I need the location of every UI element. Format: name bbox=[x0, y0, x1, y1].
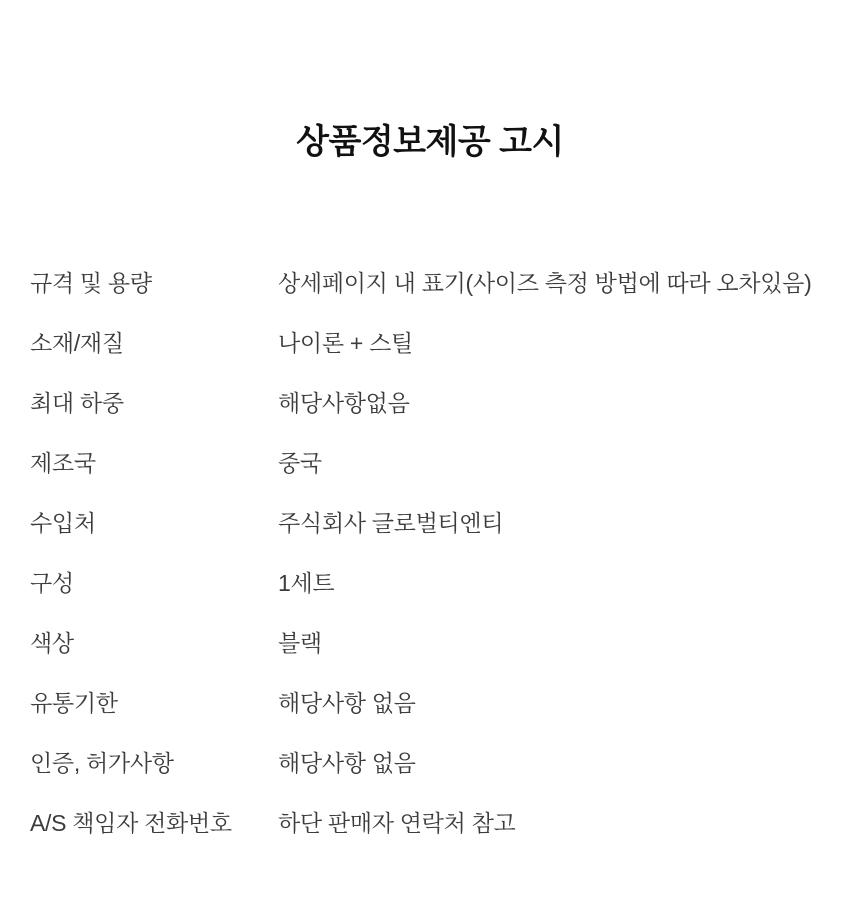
row-value-spec-capacity: 상세페이지 내 표기(사이즈 측정 방법에 따라 오차있음) bbox=[278, 269, 812, 296]
row-label-max-load: 최대 하중 bbox=[30, 389, 124, 416]
page-title: 상품정보제공 고시 bbox=[296, 123, 564, 161]
row-label-color: 색상 bbox=[30, 629, 74, 656]
table-row bbox=[0, 311, 860, 371]
row-value-importer: 주식회사 글로벌티엔티 bbox=[278, 509, 504, 536]
product-info-table bbox=[0, 251, 860, 851]
table-row bbox=[0, 371, 860, 431]
row-label-spec-capacity: 규격 및 용량 bbox=[30, 269, 152, 296]
row-label-importer: 수입처 bbox=[30, 509, 96, 536]
table-row bbox=[0, 251, 860, 311]
table-row bbox=[0, 551, 860, 611]
table-row bbox=[0, 671, 860, 731]
table-row bbox=[0, 431, 860, 491]
row-label-certification: 인증, 허가사항 bbox=[30, 749, 174, 776]
table-row bbox=[0, 611, 860, 671]
row-value-composition: 1세트 bbox=[278, 569, 335, 596]
table-row bbox=[0, 791, 860, 851]
row-label-country-of-origin: 제조국 bbox=[30, 449, 96, 476]
table-row bbox=[0, 491, 860, 551]
row-value-country-of-origin: 중국 bbox=[278, 449, 322, 476]
row-value-expiration: 해당사항 없음 bbox=[278, 689, 416, 716]
row-value-max-load: 해당사항없음 bbox=[278, 389, 410, 416]
row-value-as-phone: 하단 판매자 연락처 참고 bbox=[278, 809, 516, 836]
row-label-composition: 구성 bbox=[30, 569, 74, 596]
row-value-certification: 해당사항 없음 bbox=[278, 749, 416, 776]
table-row bbox=[0, 731, 860, 791]
row-label-as-phone: A/S 책임자 전화번호 bbox=[30, 809, 232, 836]
row-value-color: 블랙 bbox=[278, 629, 322, 656]
row-label-expiration: 유통기한 bbox=[30, 689, 118, 716]
row-value-material: 나이론 + 스틸 bbox=[278, 329, 413, 356]
row-label-material: 소재/재질 bbox=[30, 329, 124, 356]
